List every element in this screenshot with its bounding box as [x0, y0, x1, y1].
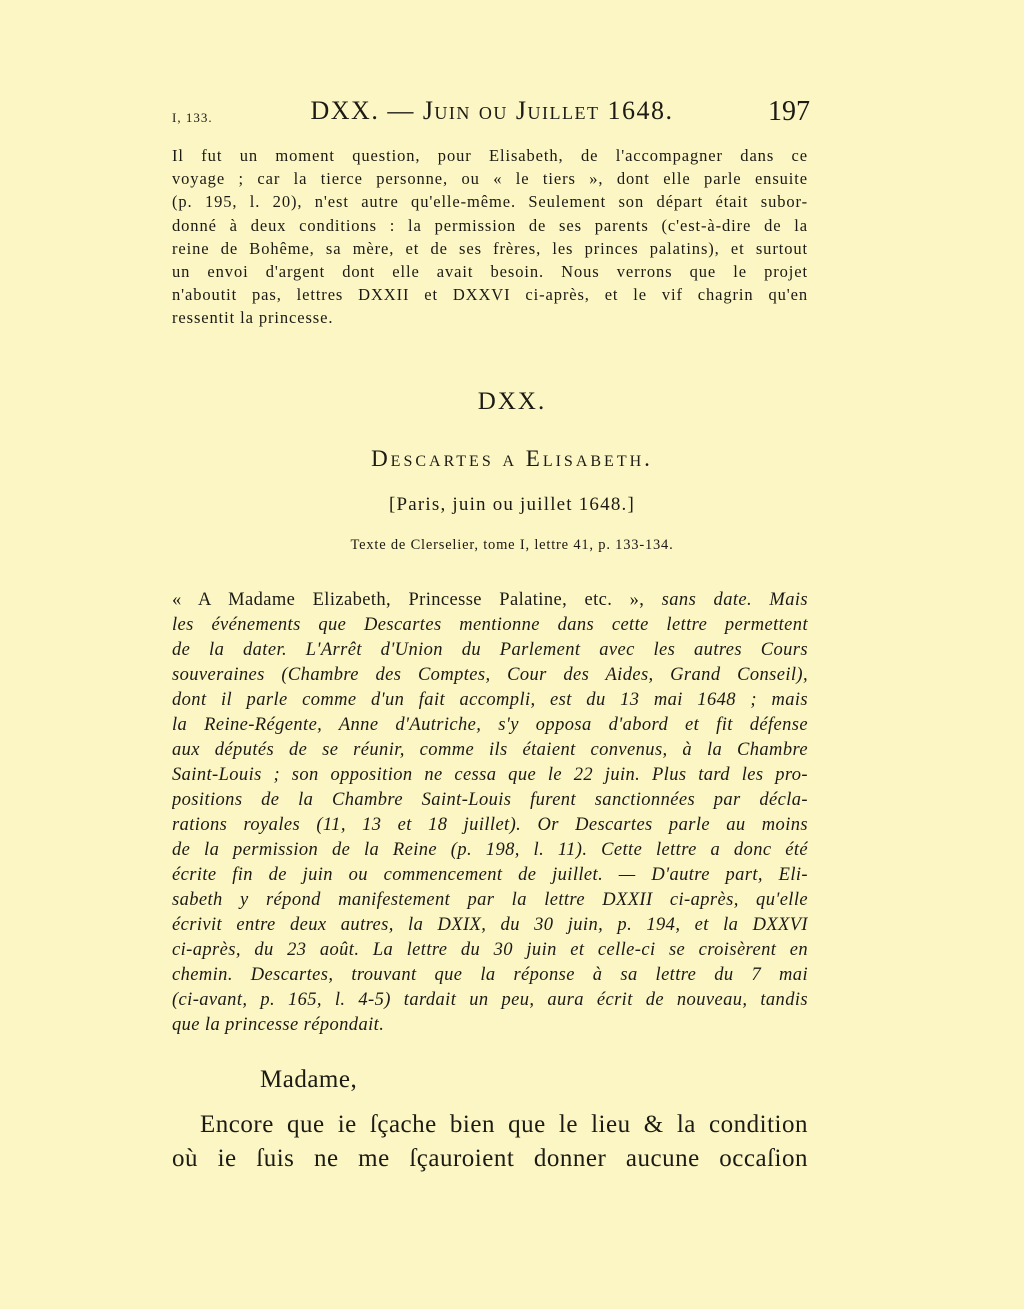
commentary-line: écrite fin de juin ou commencement de juillet. — D'autre part, Eli- — [172, 865, 808, 885]
commentary-line: de la dater. L'Arrêt d'Union du Parlement avec les autres Cours — [172, 640, 808, 660]
commentary-line: que la princesse répondait. — [172, 1015, 385, 1035]
letter-salutation: Madame, — [260, 1066, 358, 1093]
commentary-line: rations royales (11, 13 et 18 juillet). Or Descartes parle au moins — [172, 815, 808, 835]
commentary-line: souveraines (Chambre des Comptes, Cour des Aides, Grand Conseil), — [172, 665, 808, 685]
letter-source: Texte de Clerselier, tome I, lettre 41, p. 133-134. — [350, 537, 674, 553]
letter-line: où ie ſuis ne me ſçauroient donner aucune occaſion — [172, 1145, 808, 1172]
intro-note — [172, 144, 808, 330]
letter-place-date: [Paris, juin ou juillet 1648.] — [388, 494, 636, 515]
commentary-line: aux députés de se réunir, comme ils étaient convenus, à la Chambre — [172, 740, 808, 760]
page-number: 197 — [768, 96, 810, 127]
letter-body — [172, 1108, 808, 1176]
commentary-address: « A Madame Elizabeth, Princesse Palatine, etc. », — [172, 590, 645, 610]
commentary-line-italic: sans date. Mais — [644, 590, 808, 610]
commentary-line: ci-après, du 23 août. La lettre du 30 juin et celle-ci se croisèrent en — [172, 940, 808, 960]
note-line: un envoi d'argent dont elle avait besoin. Nous verrons que le projet — [172, 262, 808, 282]
commentary-line: les événements que Descartes mentionne dans cette lettre permettent — [172, 615, 808, 635]
letter-number: DXX. — [477, 388, 547, 415]
editorial-commentary — [172, 588, 808, 1038]
note-line: reine de Bohême, sa mère, et de ses frères, les princes palatins), et surtout — [172, 238, 808, 258]
commentary-line — [172, 588, 808, 613]
commentary-line: chemin. Descartes, trouvant que la réponse à sa lettre du 7 mai — [172, 965, 808, 985]
clerselier-reference: I, 133. — [172, 110, 213, 125]
commentary-line: écrivit entre deux autres, la DXIX, du 30 juin, p. 194, et la DXXVI — [172, 915, 808, 935]
running-header — [172, 96, 812, 136]
commentary-line: Saint-Louis ; son opposition ne cessa que le 22 juin. Plus tard les pro- — [172, 765, 808, 785]
note-line: n'aboutit pas, lettres DXXII et DXXVI ci-après, et le vif chagrin qu'en — [172, 285, 808, 305]
letter-title: Descartes a Elisabeth. — [371, 446, 653, 471]
commentary-line: positions de la Chambre Saint-Louis furent sanctionnées par décla- — [172, 790, 808, 810]
commentary-line: de la permission de la Reine (p. 198, l. 11). Cette lettre a donc été — [172, 840, 808, 860]
note-line: (p. 195, l. 20), n'est autre qu'elle-même. Seulement son départ était subor- — [172, 192, 808, 212]
note-line: voyage ; car la tierce personne, ou « le tiers », dont elle parle ensuite — [172, 169, 808, 189]
commentary-line: sabeth y répond manifestement par la lettre DXXII ci-après, qu'elle — [172, 890, 808, 910]
letter-line: Encore que ie ſçache bien que le lieu & la condition — [200, 1111, 808, 1138]
note-line: ressentit la princesse. — [172, 308, 334, 328]
commentary-line: dont il parle comme d'un fait accompli, est du 13 mai 1648 ; mais — [172, 690, 808, 710]
note-line: Il fut un moment question, pour Elisabeth, de l'accompagner dans ce — [172, 146, 808, 165]
note-line: donné à deux conditions : la permission de ses parents (c'est-à-dire de la — [172, 215, 808, 235]
commentary-line: (ci-avant, p. 165, l. 4-5) tardait un peu, aura écrit de nouveau, tandis — [172, 990, 808, 1010]
running-title: DXX. — Juin ou Juillet 1648. — [310, 96, 674, 125]
commentary-line: la Reine-Régente, Anne d'Autriche, s'y opposa d'abord et fit défense — [172, 715, 808, 735]
